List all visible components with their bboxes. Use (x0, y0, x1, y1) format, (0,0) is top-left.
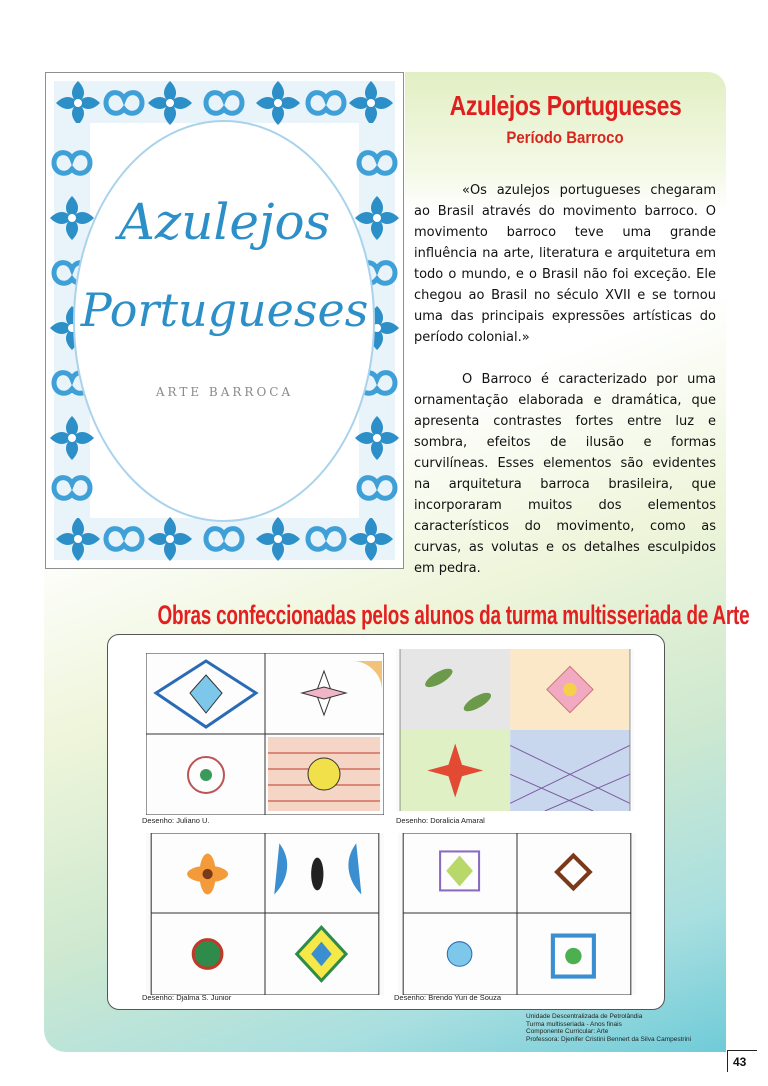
credits-line: Professora: Djenifer Cristini Bennert da Silva Campestrini (526, 1035, 692, 1043)
cover-image (45, 72, 404, 569)
cover-title-line2: Portugueses (80, 283, 369, 337)
credits-line: Componente Curricular: Arte (526, 1028, 609, 1035)
gallery-title: Obras confeccionadas pelos alunos da turma multisseriada de Arte (157, 600, 750, 630)
article-paragraph-2: O Barroco é caracterizado por uma ornamentação elaborada e dramática, que apresenta contrastes fortes entre luz e sombra, efeitos de ilusão e formas curvilíneas. Esses elementos são evidentes na arquitetura barroca brasileira, que incorporaram muitos dos elementos característicos do movimento, como as curvas, as volutas e os detalhes esculpidos em pedra. (414, 372, 716, 576)
top-tile-band (54, 81, 395, 125)
drawing-brendo (398, 833, 636, 995)
article-title: Azulejos Portugueses (449, 90, 682, 121)
caption-drawing-1: Desenho: Juliano U. (142, 816, 210, 825)
caption-drawing-3: Desenho: Djalma S. Junior (142, 993, 232, 1002)
page-number: 43 (727, 1050, 757, 1072)
drawing-juliano (146, 653, 384, 815)
credits-line: Turma multisseriada - Anos finais (526, 1020, 622, 1028)
drawing-djalma (146, 833, 384, 995)
drawing-doralicia (396, 649, 634, 811)
caption-drawing-2: Desenho: Doralicia Amaral (396, 816, 485, 825)
student-artwork-panel (107, 634, 665, 1010)
article-paragraph-1: «Os azulejos portugueses chegaram ao Brasil através do movimento barroco. O movimento barroco teve uma grande influência na arte, literatura e arquitetura em todo o mundo, e o Brasil não foi exceção. Ele chegou ao Brasil no século XVII e se tornou uma das principais expressões artísticas do período colonial.» (414, 183, 716, 345)
bottom-tile-band (54, 517, 395, 561)
cover-subtitle: ARTE BARROCA (155, 385, 294, 399)
article-subtitle: Período Barroco (506, 128, 624, 147)
credits-line: Unidade Descentralizada de Petrolândia (526, 1013, 643, 1020)
cover-title-line1: Azulejos (118, 193, 331, 251)
credits-block (526, 1013, 691, 1043)
caption-drawing-4: Desenho: Brendo Yuri de Souza (394, 993, 502, 1002)
